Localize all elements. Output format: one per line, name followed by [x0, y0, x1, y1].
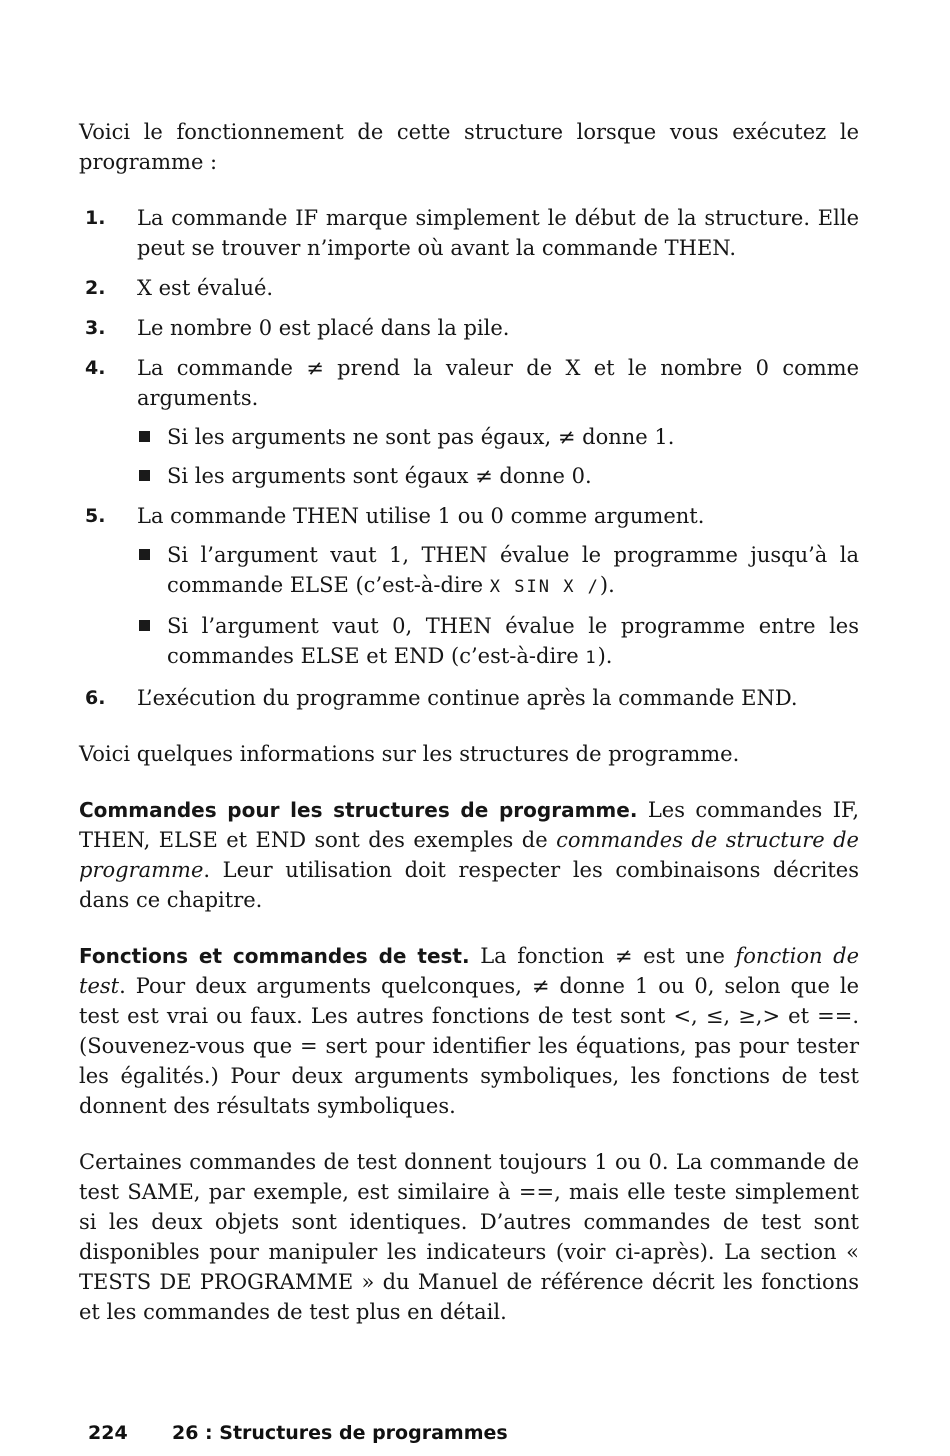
- bullet-text-pre: Si l’argument vaut 0, THEN évalue le programme entre les commandes ELSE et END (c’est-à-dire: [167, 614, 859, 668]
- sub-bullet: [137, 422, 859, 452]
- step-number: 6.: [85, 687, 106, 709]
- square-bullet-icon: [139, 431, 150, 442]
- section-text: . Leur utilisation doit respecter les combinaisons décrites dans ce chapitre.: [79, 858, 859, 912]
- section-heading: Commandes pour les structures de programme.: [79, 798, 638, 822]
- italic-term: commandes de structure de programme: [79, 828, 859, 882]
- italic-term: fonction de test: [79, 944, 860, 998]
- list-item: [79, 353, 859, 491]
- code-snippet: X SIN X /: [489, 577, 600, 597]
- sub-bullet-list: [137, 540, 859, 673]
- chapter-title: 26 : Structures de programmes: [172, 1422, 508, 1444]
- section-text: . Pour deux arguments quelconques, ≠ donne 1 ou 0, selon que le test est vrai ou faux. Les autres fonctions de test sont <, ≤, ≥,> et ==. (Souvenez-vous que = sert pour identifier les équations, pas pour tester les égalités.) Pour deux arguments symboliques, les fonctions de test donnent des résultats symboliques.: [79, 974, 859, 1118]
- sub-bullet: [137, 611, 859, 673]
- step-number: 1.: [85, 207, 106, 229]
- sub-bullet: [137, 461, 859, 491]
- final-paragraph: Certaines commandes de test donnent toujours 1 ou 0. La commande de test SAME, par exemple, est similaire à ==, mais elle teste simplement si les deux objets sont identiques. D’autres commandes de test sont disponibles pour manipuler les indicateurs (voir ci-après). La section « TESTS DE PROGRAMME » du Manuel de référence décrit les fonctions et les commandes de test plus en détail.: [79, 1150, 859, 1324]
- steps-list: [79, 203, 859, 713]
- page-content: [79, 117, 859, 1327]
- section-text: La fonction ≠ est une: [469, 944, 736, 968]
- section-heading: Fonctions et commandes de test.: [79, 944, 470, 968]
- step-text: La commande IF marque simplement le début de la structure. Elle peut se trouver n’importe où avant la commande THEN.: [137, 206, 859, 260]
- section-text: Les commandes IF, THEN, ELSE et END sont des exemples de: [79, 798, 859, 852]
- intro-paragraph: Voici le fonctionnement de cette structure lorsque vous exécutez le programme :: [79, 120, 859, 174]
- step-text: X est évalué.: [137, 276, 274, 300]
- step-text: La commande ≠ prend la valeur de X et le nombre 0 comme arguments.: [137, 356, 859, 410]
- bullet-text: Si les arguments sont égaux ≠ donne 0.: [167, 464, 592, 488]
- sub-bullet: [137, 540, 859, 602]
- step-text: L’exécution du programme continue après la commande END.: [137, 686, 798, 710]
- list-item: [79, 273, 859, 303]
- step-text: La commande THEN utilise 1 ou 0 comme argument.: [137, 504, 705, 528]
- step-text: Le nombre 0 est placé dans la pile.: [137, 316, 510, 340]
- square-bullet-icon: [139, 470, 150, 481]
- bullet-text-post: ).: [597, 644, 613, 668]
- page-footer: [88, 1418, 508, 1448]
- bullet-text-pre: Si l’argument vaut 1, THEN évalue le programme jusqu’à la commande ELSE (c’est-à-dire: [167, 543, 859, 597]
- list-item: [79, 501, 859, 673]
- section-test-functions: [79, 941, 859, 1121]
- bullet-text: [167, 540, 859, 602]
- bullet-text: Si les arguments ne sont pas égaux, ≠ donne 1.: [167, 425, 675, 449]
- list-item: [79, 683, 859, 713]
- square-bullet-icon: [139, 549, 150, 560]
- info-line: Voici quelques informations sur les structures de programme.: [79, 742, 740, 766]
- code-snippet: 1: [585, 648, 598, 668]
- step-number: 4.: [85, 357, 106, 379]
- page-number: 224: [88, 1422, 128, 1444]
- bullet-text: [167, 611, 859, 673]
- step-number: 2.: [85, 277, 106, 299]
- bullet-text-post: ).: [599, 573, 615, 597]
- section-structure-commands: [79, 795, 859, 915]
- list-item: [79, 313, 859, 343]
- square-bullet-icon: [139, 620, 150, 631]
- step-number: 3.: [85, 317, 106, 339]
- step-number: 5.: [85, 505, 106, 527]
- sub-bullet-list: [137, 422, 859, 491]
- list-item: [79, 203, 859, 263]
